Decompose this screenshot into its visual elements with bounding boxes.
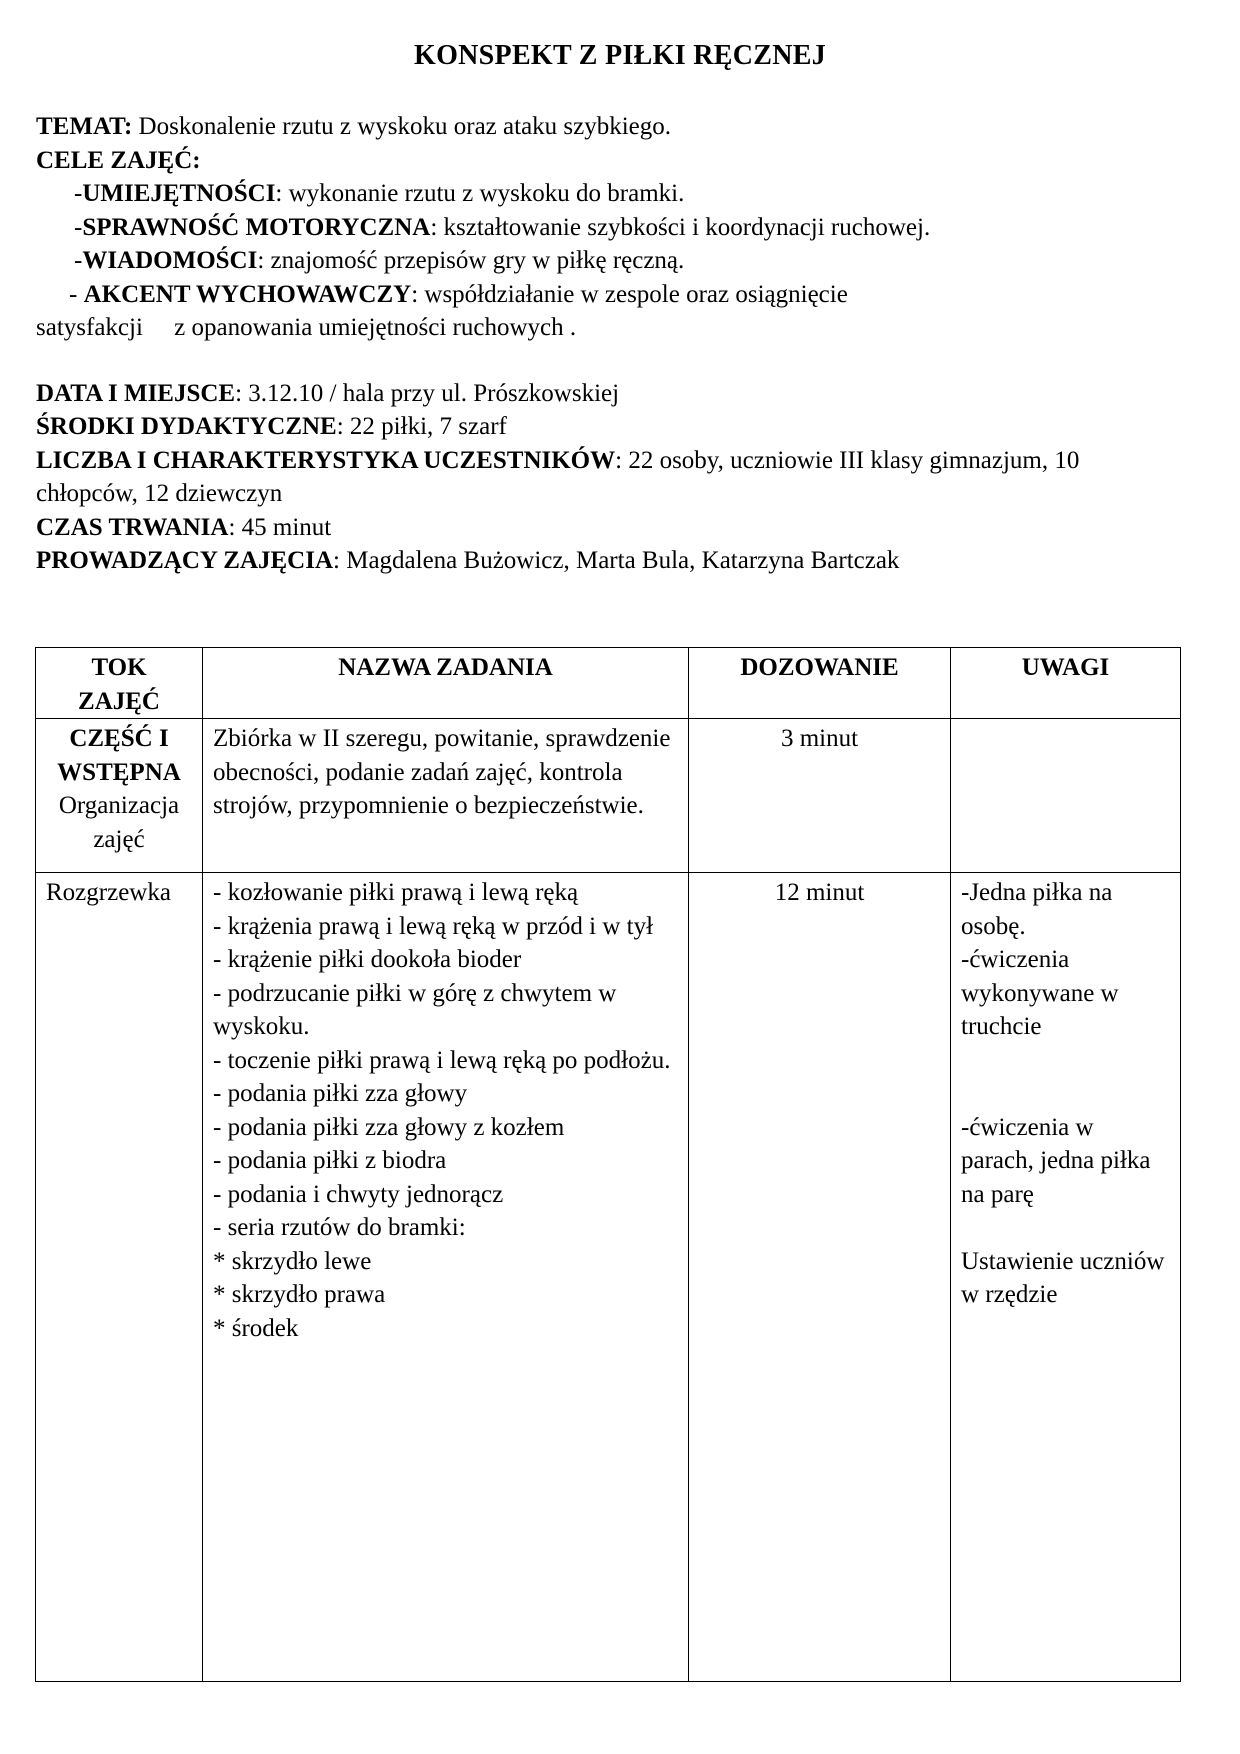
table-row <box>36 719 1181 873</box>
goal-skills: -UMIEJĘTNOŚCI: wykonanie rzutu z wyskoku do bramki. <box>74 180 685 207</box>
row2-nazwa: - kozłowanie piłki prawą i lewą ręką - krążenia prawą i lewą ręką w przód i w tył - krążenie piłki dookoła bioder - podrzucanie piłki w górę z chwytem w wyskoku. - toczenie piłki prawą i lewą ręką po podłożu. - podania piłki zza głowy - podania piłki zza głowy z kozłem - podania piłki z biodra - podania i chwyty jednorącz - seria rzutów do bramki: * skrzydło lewe * skrzydło prawa * środek <box>203 873 689 1682</box>
info-instructors: PROWADZĄCY ZAJĘCIA: Magdalena Bużowicz, Marta Bula, Katarzyna Bartczak <box>36 547 900 574</box>
topic-line <box>36 110 1186 144</box>
lesson-header <box>36 110 1186 578</box>
info-date-place: DATA I MIEJSCE: 3.12.10 / hala przy ul. Prószkowskiej <box>36 379 620 407</box>
row2-tok: Rozgrzewka <box>36 873 203 1682</box>
topic-value: Doskonalenie rzutu z wyskoku oraz ataku szybkiego. <box>132 113 672 140</box>
goal-educational-continuation: satysfakcji z opanowania umiejętności ruchowych . <box>36 314 577 341</box>
header-uwagi: UWAGI <box>951 648 1181 719</box>
table-header-row <box>36 648 1181 719</box>
header-tok: TOK ZAJĘĆ <box>36 648 203 719</box>
row2-dozowanie: 12 minut <box>689 873 951 1682</box>
lesson-plan-table <box>35 647 1181 1682</box>
topic-label: TEMAT: <box>36 113 133 140</box>
goal-motor: -SPRAWNOŚĆ MOTORYCZNA: kształtowanie szybkości i koordynacji ruchowej. <box>74 213 931 241</box>
row1-dozowanie: 3 minut <box>689 719 951 873</box>
info-teaching-aids: ŚRODKI DYDAKTYCZNE: 22 piłki, 7 szarf <box>36 413 507 440</box>
row1-uwagi <box>951 719 1181 873</box>
table-row <box>36 873 1181 1682</box>
info-duration: CZAS TRWANIA: 45 minut <box>36 513 332 541</box>
header-nazwa: NAZWA ZADANIA <box>203 648 689 719</box>
row2-uwagi: -Jedna piłka na osobę. -ćwiczenia wykonywane w truchcie -ćwiczenia w parach, jedna piłka na parę Ustawienie uczniów w rzędzie <box>951 873 1181 1682</box>
goal-knowledge: -WIADOMOŚCI: znajomość przepisów gry w piłkę ręczną. <box>74 247 685 274</box>
row1-nazwa: Zbiórka w II szeregu, powitanie, sprawdzenie obecności, podanie zadań zajęć, kontrola strojów, przypomnienie o bezpieczeństwie. <box>203 719 689 873</box>
lesson-plan-table-wrap <box>35 647 1180 1682</box>
info-participants: LICZBA I CHARAKTERYSTYKA UCZESTNIKÓW: 22 osoby, uczniowie III klasy gimnazjum, 10 chłopców, 12 dziewczyn <box>36 446 1080 507</box>
document-title: KONSPEKT Z PIŁKI RĘCZNEJ <box>414 40 826 71</box>
goal-educational: - AKCENT WYCHOWAWCZY: współdziałanie w zespole oraz osiągnięcie <box>69 280 848 308</box>
header-dozowanie: DOZOWANIE <box>689 648 951 719</box>
row1-tok: CZĘŚĆ I WSTĘPNA Organizacja zajęć <box>36 719 203 873</box>
goals-label: CELE ZAJĘĆ: <box>36 146 201 174</box>
